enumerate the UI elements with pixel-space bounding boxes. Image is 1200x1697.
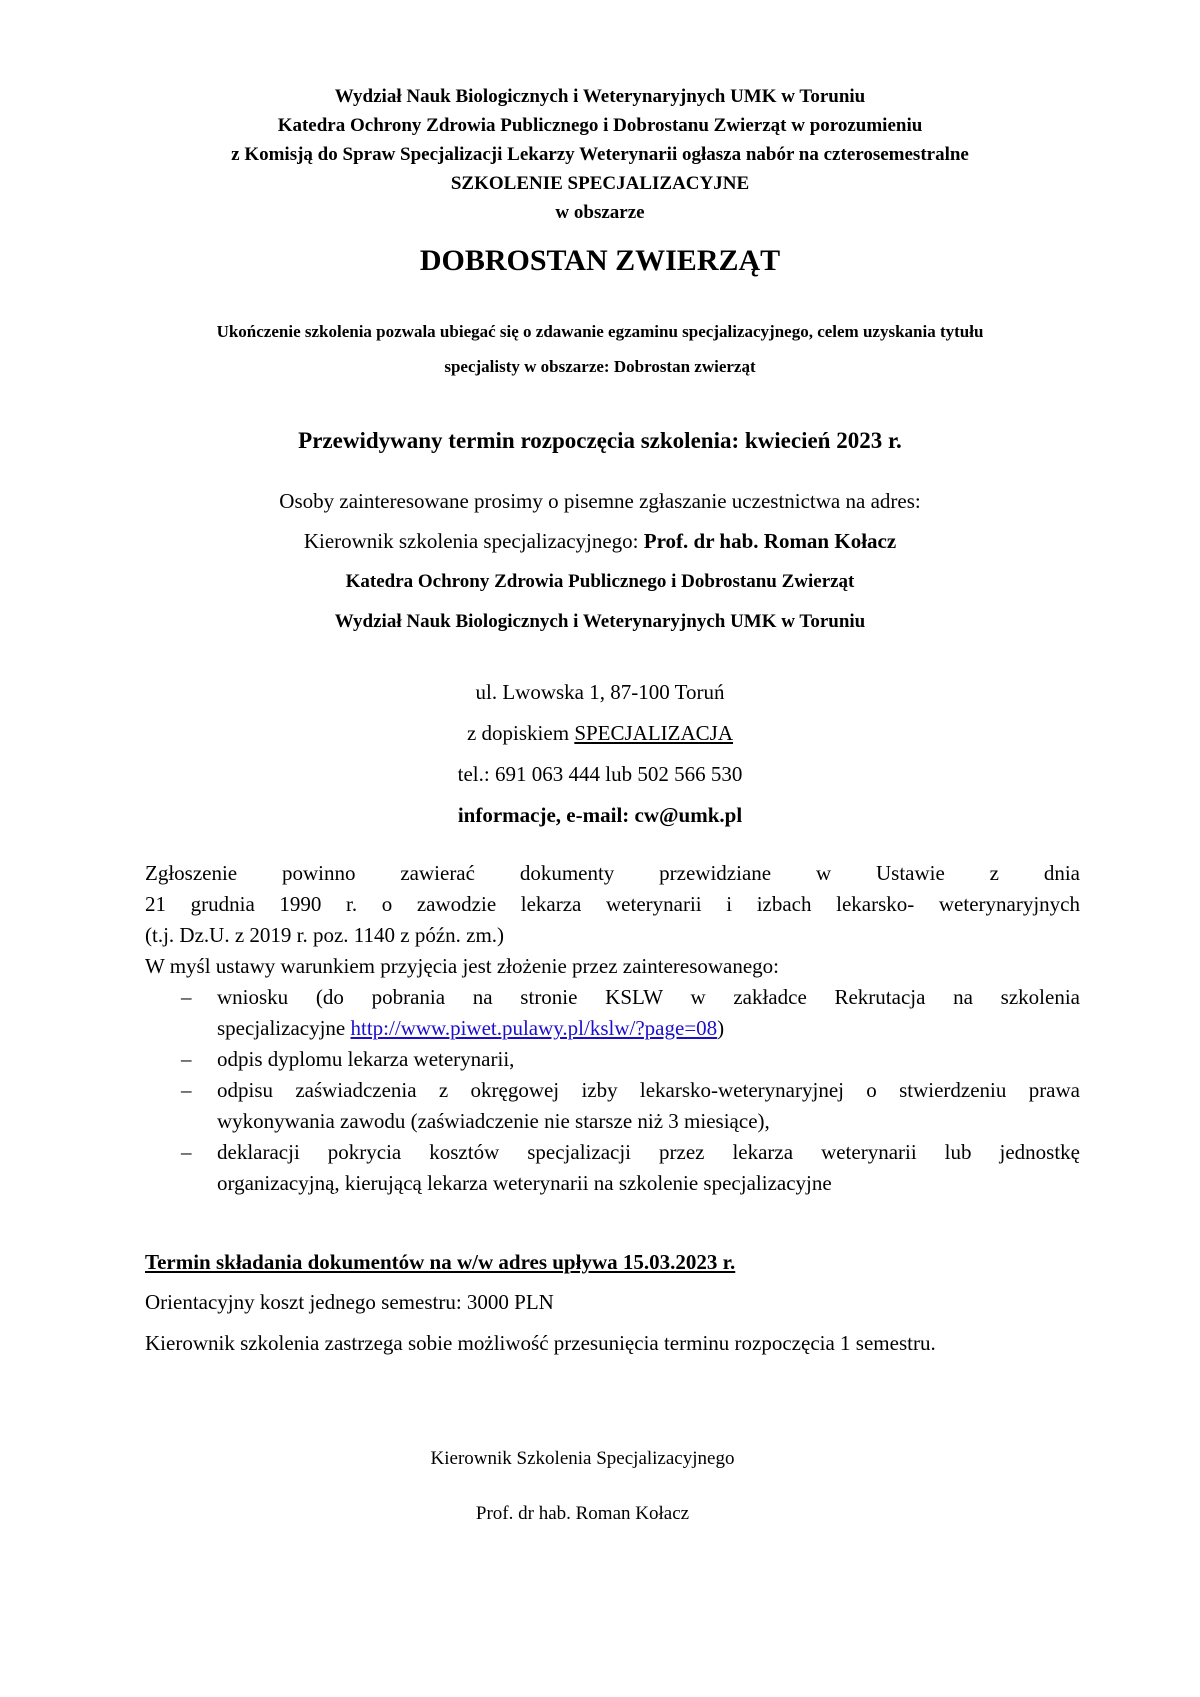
list-item-1-line-1: wniosku (do pobrania na stronie KSLW w zakładce Rekrutacja na szkolenia — [217, 985, 1080, 1009]
contact-note-word: SPECJALIZACJA — [574, 721, 734, 745]
contact-phone: tel.: 691 063 444 lub 502 566 530 — [457, 762, 743, 786]
contact-note-prefix: z dopiskiem — [466, 721, 575, 745]
dash-bullet: – — [181, 1047, 192, 1071]
list-item — [145, 1137, 1080, 1199]
page-title: DOBROSTAN ZWIERZĄT — [419, 244, 781, 277]
list-item-1-suffix: ) — [717, 1016, 725, 1040]
kslw-link[interactable]: http://www.piwet.pulawy.pl/kslw/?page=08 — [350, 1016, 718, 1040]
start-term: Przewidywany termin rozpoczęcia szkolenia: kwiecień 2023 r. — [298, 428, 902, 453]
list-item-1-line-2 — [217, 1013, 1080, 1044]
body-paragraph — [145, 858, 1080, 982]
list-item-3-line-1: odpisu zaświadczenia z okręgowej izby lekarsko-weterynaryjnej o stwierdzeniu prawa — [217, 1078, 1080, 1102]
list-item-4-line-2: organizacyjną, kierującą lekarza weterynarii na szkolenie specjalizacyjne — [217, 1171, 832, 1195]
contact-note — [0, 721, 1200, 746]
body-line-1: Zgłoszenie powinno zawierać dokumenty przewidziane w Ustawie z dnia — [145, 861, 1080, 885]
list-item-4-line-1: deklaracji pokrycia kosztów specjalizacji przez lekarza weterynarii lub jednostkę — [217, 1140, 1080, 1164]
list-item — [145, 1044, 1080, 1075]
list-item-3-line-2: wykonywania zawodu (zaświadczenie nie starsze niż 3 miesiące), — [217, 1109, 770, 1133]
body-line-4: W myśl ustawy warunkiem przyjęcia jest złożenie przez zainteresowanego: — [145, 954, 780, 978]
contact-manager — [0, 529, 1200, 554]
deadline: Termin składania dokumentów na w/w adres upływa 15.03.2023 r. — [145, 1250, 736, 1274]
header-area-label: w obszarze — [555, 202, 645, 223]
dash-bullet: – — [181, 1140, 192, 1164]
header-training-type: SZKOLENIE SPECJALIZACYJNE — [450, 173, 750, 194]
contact-request: Osoby zainteresowane prosimy o pisemne zgłaszanie uczestnictwa na adres: — [279, 489, 921, 513]
reservation-note: Kierownik szkolenia zastrzega sobie możliwość przesunięcia terminu rozpoczęcia 1 semestru. — [145, 1331, 936, 1355]
requirements-list — [145, 982, 1080, 1199]
dash-bullet: – — [181, 985, 192, 1009]
list-item-1-prefix: specjalizacyjne — [217, 1016, 351, 1040]
contact-manager-name: Prof. dr hab. Roman Kołacz — [643, 529, 897, 553]
dash-bullet: – — [181, 1078, 192, 1102]
intro-line-1: Ukończenie szkolenia pozwala ubiegać się o zdawanie egzaminu specjalizacyjnego, celem uzyskania tytułu — [216, 322, 984, 341]
contact-department: Katedra Ochrony Zdrowia Publicznego i Dobrostanu Zwierząt — [345, 571, 855, 592]
cost-note: Orientacyjny koszt jednego semestru: 3000 PLN — [145, 1290, 554, 1314]
header-faculty: Wydział Nauk Biologicznych i Weterynaryjnych UMK w Toruniu — [334, 86, 866, 107]
contact-street: ul. Lwowska 1, 87-100 Toruń — [475, 680, 725, 704]
intro-line-2: specjalisty w obszarze: Dobrostan zwierząt — [444, 357, 756, 376]
contact-faculty: Wydział Nauk Biologicznych i Weterynaryjnych UMK w Toruniu — [334, 611, 866, 632]
list-item-2: odpis dyplomu lekarza weterynarii, — [217, 1047, 515, 1071]
contact-email: informacje, e-mail: cw@umk.pl — [457, 803, 743, 827]
contact-manager-label: Kierownik szkolenia specjalizacyjnego: — [303, 529, 644, 553]
header-commission: z Komisją do Spraw Specjalizacji Lekarzy Weterynarii ogłasza nabór na czterosemestralne — [231, 144, 969, 165]
signature-name: Prof. dr hab. Roman Kołacz — [475, 1503, 690, 1524]
body-line-2: 21 grudnia 1990 r. o zawodzie lekarza weterynarii i izbach lekarsko- weterynaryjnych — [145, 892, 1080, 916]
list-item — [145, 982, 1080, 1044]
body-line-3: (t.j. Dz.U. z 2019 r. poz. 1140 z późn. zm.) — [145, 923, 505, 947]
list-item — [145, 1075, 1080, 1137]
header-department: Katedra Ochrony Zdrowia Publicznego i Dobrostanu Zwierząt w porozumieniu — [277, 115, 923, 136]
signature-role: Kierownik Szkolenia Specjalizacyjnego — [430, 1448, 735, 1469]
